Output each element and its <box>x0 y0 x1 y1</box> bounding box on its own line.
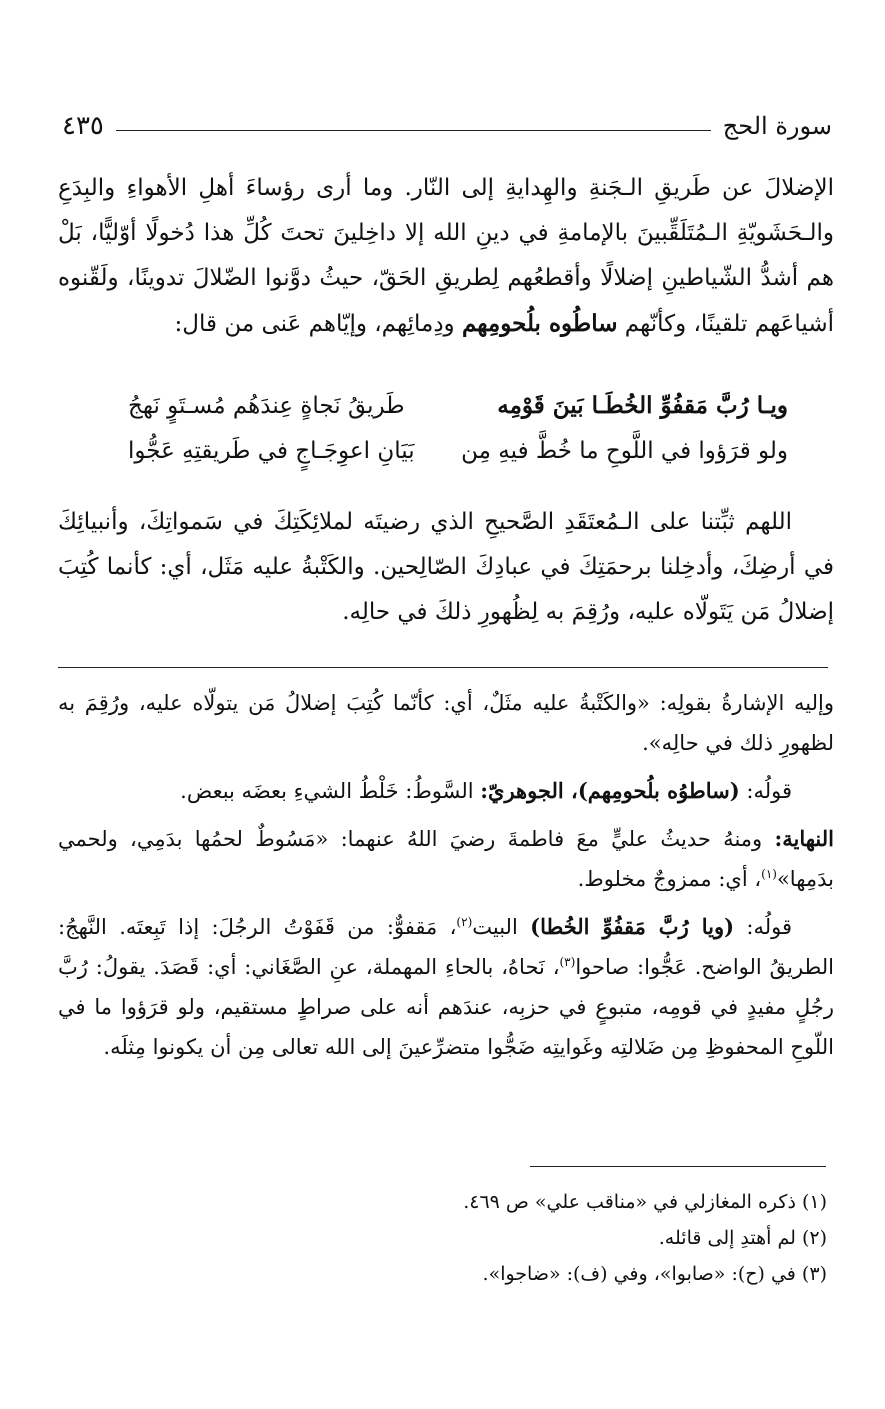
footnote-separator <box>530 1166 826 1167</box>
commentary-text: البيت <box>472 915 518 939</box>
verse-hemistich-second: طَريقُ نَجاةٍ عِندَهُم مُسـتَوٍ نَهجُ <box>128 392 405 419</box>
paragraph-text: الإضلالَ عن طَريقِ الـجَنةِ والهِدايةِ إلى النّار. وما أرى رؤساءَ أهلِ الأهواءِ والبِدَعِ والـحَشَويّةِ الـمُتَلَقِّبينَ بالإمامةِ في دينِ الله إلا داخِلينَ تحتَ كُلِّ هذا دُخولًا أوّليًّا، بَلْ هم أشدُّ الشّياطينِ إضلالًا وأقطعُهم لِطريقِ الحَقّ، حيثُ دوَّنوا الضّلالَ تدوينًا، ولَقّنوه أشياعَهم تلقينًا، وكأنّهم <box>58 175 834 337</box>
main-text-continued <box>58 500 834 635</box>
paragraph-text-end: ودِمائِهم، وإيّاهم عَنى من قال: <box>174 311 455 337</box>
surah-title: سورة الحج <box>722 112 832 140</box>
commentary-text: ، نَحاهُ، بالحاءِ المهملة، عنِ الصَّغَاني: أي: قَصَدَ. يقولُ: رُبَّ رجُلٍ مفيدٍ في قومِه، متبوعٍ في حزبِه، عندَهم أنه على صراطٍ مستقيم، ولو قرَؤوا ما في اللّوحِ المحفوظِ مِن ضَلالتِه وغَوايتِه ضَجُّوا متضرِّعينَ إلى الله تعالى مِن أن يكونوا مِثلَه. <box>58 955 834 1059</box>
source-label: النهاية: <box>774 826 834 851</box>
main-text <box>58 166 834 347</box>
commentary-separator <box>58 667 828 668</box>
footnote-ref[interactable]: (٢) <box>456 915 473 929</box>
header-rule <box>116 130 711 131</box>
verse-hemistich-first: ويـا رُبَّ مَقفُوِّ الخُطَـا بَينَ قَوْمِه <box>497 392 788 419</box>
commentary-paragraph <box>58 907 834 1067</box>
commentary-paragraph: وإليه الإشارةُ بقولِه: «والكَتْبةُ عليه مثَلٌ، أي: كأنّما كُتِبَ إضلالُ مَن يتولّاه عليه، ورُقِمَ به لظهورِ ذلك في حالِه». <box>58 691 834 755</box>
footnote-ref[interactable]: (٣) <box>559 955 576 969</box>
verse-hemistich-second: بَيَانِ اعوِجَـاجٍ في طَريقتِهِ عَجُّوا <box>128 437 415 464</box>
page-number: ٤٣٥ <box>62 111 104 141</box>
commentary <box>58 683 834 1075</box>
footnote: (١) ذكره المغازلي في «مناقب علي» ص ٤٦٩. <box>463 1191 827 1213</box>
footnote: (٣) في (ح): «صابوا»، وفي (ف): «ضاجوا». <box>482 1263 827 1285</box>
footnote: (٢) لم أهتدِ إلى قائله. <box>658 1227 827 1249</box>
page-header <box>62 100 832 152</box>
commentary-text-end: ، أي: ممزوجٌ مخلوط. <box>577 867 762 891</box>
verse <box>128 428 788 473</box>
bold-phrase: (ساطوُه بلُحومِهم)، الجوهريّ: <box>480 778 740 803</box>
paragraph <box>58 166 834 347</box>
footnotes <box>51 1184 827 1292</box>
bold-phrase: (ويا رُبَّ مَقفُوِّ الخُطا) <box>530 914 735 939</box>
commentary-paragraph <box>58 771 834 811</box>
commentary-text: ومنهُ حديثُ عليٍّ معَ فاطمةَ رضيَ اللهُ عنهما: «مَسُوطٌ لحمُها بدَمِي، ولحمي بدَمِها» <box>58 827 834 891</box>
verse-hemistich-first: ولو قرَؤوا في اللَّوحِ ما خُطَّ فيهِ مِن <box>461 437 788 464</box>
commentary-text: السَّوطُ: خَلْطُ الشيءِ بعضَه ببعض. <box>180 779 474 803</box>
bold-phrase: ساطُوه بلُحومِهم <box>461 310 618 337</box>
lead-word: قولُه: <box>746 779 792 803</box>
footnote-ref[interactable]: (١) <box>761 867 777 881</box>
paragraph: اللهم ثبِّتنا على الـمُعتَقَدِ الصَّحيحِ الذي رضيتَه لملائِكَتِكَ في سَمواتِكَ، وأنبيائِكَ في أرضِكَ، وأدخِلنا برحمَتِكَ في عبادِكَ الصّالِحين. والكَتْبةُ عليه مَثَل، أي: كأنما كُتِبَ إضلالُ مَن يَتَولّاه عليه، ورُقِمَ به لِظُهورِ ذلكَ في حالِه. <box>58 509 834 625</box>
commentary-paragraph <box>58 819 834 899</box>
poem <box>128 383 788 473</box>
lead-word: قولُه: <box>746 915 793 939</box>
verse <box>128 383 788 428</box>
commentary-text: ، مَقفوٌّ: من قَفَوْتُ الرجُلَ: إذا تَبِعتَه. النَّهجُ: الطريقُ الواضح. عَجُّوا: صاحوا <box>58 915 834 979</box>
